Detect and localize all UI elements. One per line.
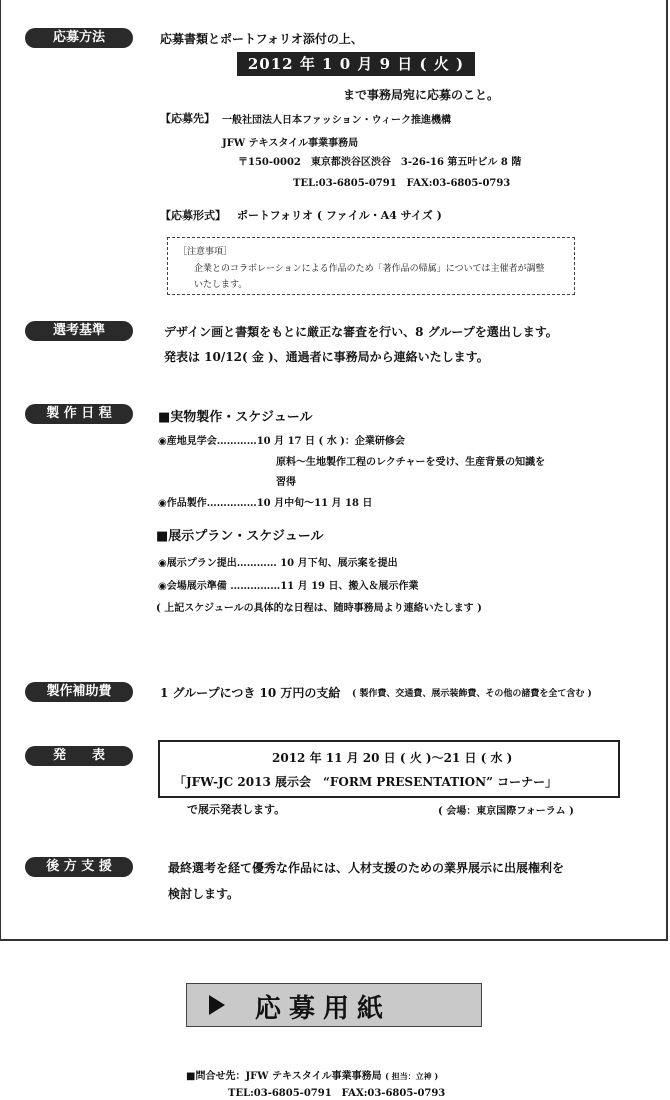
schedule-heading-1: ■実物製作・スケジュール: [158, 410, 313, 425]
apply-intro: 応募書類とポートフォリオ添付の上、: [160, 32, 363, 46]
support-line-1: 最終選考を経て優秀な作品には、人材支援のための業界展示に出展権利を: [168, 861, 565, 875]
section-label-subsidy: 製作補助費: [25, 682, 133, 702]
dest-address: 〒150-0002 東京都渋谷区渋谷 3-26-16 第五叶ビル 8 階: [238, 157, 522, 168]
notice-title: ［注意事項］: [178, 247, 233, 257]
application-form-label: 応募用紙: [255, 994, 392, 1024]
notice-line-2: いたします。: [194, 280, 248, 290]
contact-office: ■問合せ先：JFW テキスタイル事業事務局: [186, 1071, 382, 1082]
section-label-presentation: 発 表: [25, 746, 133, 766]
presentation-venue: ( 会場：東京国際フォーラム ): [438, 806, 574, 817]
section-label-apply: 応募方法: [25, 28, 133, 48]
schedule-item-3: ◉展示プラン提出………… 10 月下旬、展示案を提出: [158, 558, 398, 569]
subsidy-detail: ( 製作費、交通費、展示装飾費、その他の諸費を全て含む ): [352, 689, 592, 699]
contact-person: ( 担当：立神 ): [385, 1071, 439, 1081]
schedule-item-2: ◉作品製作……………10 月中旬～11 月 18 日: [158, 498, 373, 509]
presentation-after: で展示発表します。: [187, 803, 286, 816]
presentation-box: [158, 740, 620, 798]
presentation-event: 「JFW-JC 2013 展示会 “FORM PRESENTATION” コーナー」: [174, 775, 558, 789]
schedule-note: ( 上記スケジュールの具体的な日程は、随時事務局より連絡いたします ): [156, 603, 482, 614]
section-label-selection: 選考基準: [25, 321, 133, 341]
dest-tel: TEL:03-6805-0791 FAX:03-6805-0793: [293, 178, 511, 189]
contact-line-1: [186, 1067, 438, 1082]
schedule-item-1-sub-2: 習得: [276, 477, 296, 488]
play-arrow-icon: [209, 995, 225, 1015]
section-label-schedule: 製 作 日 程: [25, 404, 133, 424]
deadline-banner: 2012 年 1 0 月 9 日 ( 火 ): [237, 52, 475, 76]
format-label: 【応募形式】: [160, 209, 226, 222]
format-value: ポートフォリオ ( ファイル・A4 サイズ ): [237, 209, 442, 222]
apply-after: まで事務局宛に応募のこと。: [343, 88, 500, 102]
selection-line-1: デザイン画と書類をもとに厳正な審査を行い、8 グループを選出します。: [164, 325, 558, 339]
presentation-dates: 2012 年 11 月 20 日 ( 火 )～21 日 ( 水 ): [272, 751, 513, 765]
support-line-2: 検討します。: [168, 887, 240, 901]
dest-label: 【応募先】: [160, 112, 215, 125]
contact-line-2: TEL:03-6805-0791 FAX:03-6805-0793: [228, 1088, 446, 1099]
application-form-button[interactable]: [186, 983, 482, 1027]
dest-office: JFW テキスタイル事業事務局: [222, 138, 359, 149]
section-label-support: 後 方 支 援: [25, 857, 133, 877]
subsidy-main: 1 グループにつき 10 万円の支給: [160, 686, 341, 700]
dest-org: 一般社団法人日本ファッション・ウィーク推進機構: [222, 115, 451, 126]
notice-line-1: 企業とのコラボレーションによる作品のため「著作品の帰属」については主催者が調整: [194, 264, 545, 274]
schedule-heading-2: ■展示プラン・スケジュール: [156, 529, 324, 544]
notice-box: [167, 237, 575, 295]
selection-line-2: 発表は 10/12( 金 )、通過者に事務局から連絡いたします。: [164, 350, 489, 364]
schedule-item-1-sub-1: 原料～生地製作工程のレクチャーを受け、生産背景の知識を: [276, 457, 546, 468]
schedule-item-1: ◉産地見学会…………10 月 17 日 ( 水 )：企業研修会: [158, 436, 405, 447]
schedule-item-4: ◉会場展示準備 ……………11 月 19 日、搬入＆展示作業: [158, 581, 419, 592]
